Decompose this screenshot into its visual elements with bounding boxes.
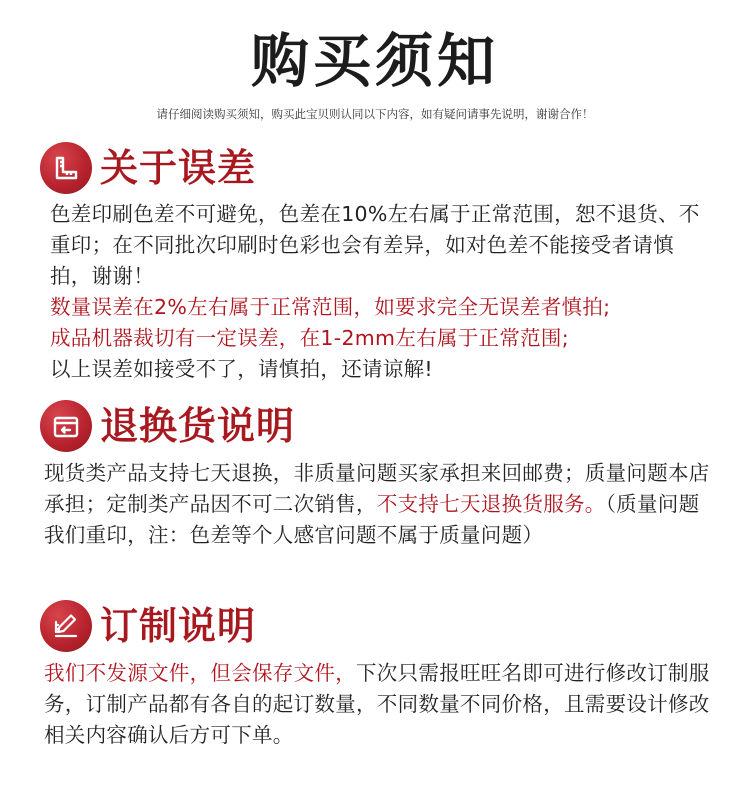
page-title: 购买须知 xyxy=(250,27,499,95)
return-text-tail: （质量问题我们重印，注：色差等个人感官问题不属于质量问题） xyxy=(44,492,700,547)
section-title-return: 退换货说明 xyxy=(100,403,296,448)
custom-paragraph xyxy=(44,658,710,751)
error-paragraph-color: 色差印刷色差不可避免，色差在10%左右属于正常范围，恕不退货、不重印；在不同批次印刷时色彩也会有差异，如对色差不能接受者请慎拍，谢谢！ xyxy=(50,202,700,288)
section-title-error: 关于误差 xyxy=(100,145,257,190)
section-body-return xyxy=(44,458,710,551)
custom-text-normal: 下次只需报旺旺名即可进行修改订制服务，订制产品都有各自的起订数量，不同数量不同价格，且需要设计修改相关内容确认后方可下单。 xyxy=(44,661,710,747)
section-header-custom xyxy=(40,598,256,654)
error-paragraph-closing: 以上误差如接受不了，请慎拍，还请谅解! xyxy=(50,357,433,381)
section-header-error xyxy=(40,140,256,196)
error-paragraph-quantity: 数量误差在2%左右属于正常范围，如要求完全无误差者慎拍; xyxy=(50,295,611,319)
return-text-normal: 现货类产品支持七天退换，非质量问题买家承担来回邮费；质量问题本店承担；定制类产品因不可二次销售， xyxy=(44,461,710,516)
section-body-error xyxy=(50,199,710,385)
ruler-icon xyxy=(40,142,92,194)
return-text-red: 不支持七天退换货服务。 xyxy=(376,492,606,516)
page-subtitle: 请仔细阅读购买须知，购买此宝贝则认同以下内容，如有疑问请事先说明，谢谢合作！ xyxy=(156,107,594,121)
section-title-custom: 订制说明 xyxy=(100,603,257,648)
section-header-return xyxy=(40,398,295,454)
return-box-icon xyxy=(40,400,92,452)
return-paragraph xyxy=(44,458,710,551)
section-body-custom xyxy=(44,658,710,751)
error-paragraph-cutting: 成品机器裁切有一定误差，在1-2mm左右属于正常范围; xyxy=(50,326,569,350)
custom-text-red: 我们不发源文件，但会保存文件， xyxy=(44,661,356,685)
design-edit-icon xyxy=(40,600,92,652)
